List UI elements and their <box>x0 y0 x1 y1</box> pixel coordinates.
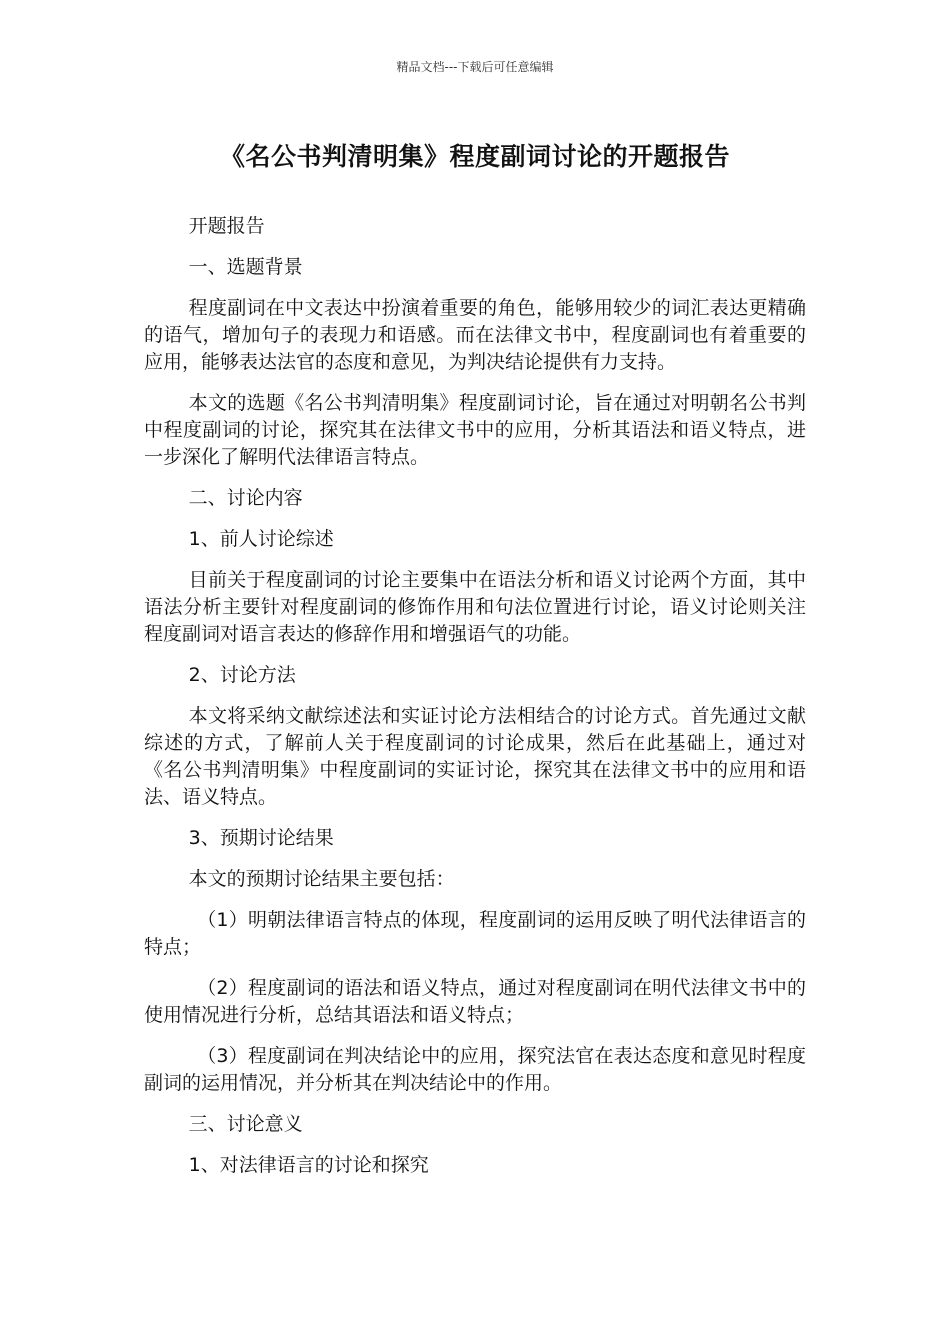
section-heading: 开题报告 <box>188 215 265 237</box>
list-item: （3）程度副词在判决结论中的应用，探究法官在表达态度和意见时程度副词的运用情况，并分析其在判决结论中的作用。 <box>144 1045 806 1094</box>
subsection-heading: 1、前人讨论综述 <box>188 528 334 550</box>
body-paragraph: 本文的选题《名公书判清明集》程度副词讨论，旨在通过对明朝名公书判中程度副词的讨论，探究其在法律文书中的应用，分析其语法和语义特点，进一步深化了解明代法律语言特点。 <box>144 392 806 468</box>
section-heading: 一、选题背景 <box>188 256 303 278</box>
body-paragraph: 本文将采纳文献综述法和实证讨论方法相结合的讨论方式。首先通过文献综述的方式，了解前人关于程度副词的讨论成果，然后在此基础上，通过对《名公书判清明集》中程度副词的实证讨论，探究其在法律文书中的应用和语法、语义特点。 <box>144 705 806 808</box>
body-paragraph: 程度副词在中文表达中扮演着重要的角色，能够用较少的词汇表达更精确的语气，增加句子的表现力和语感。而在法律文书中，程度副词也有着重要的应用，能够表达法官的态度和意见，为判决结论提供有力支持。 <box>144 297 806 373</box>
section-heading: 三、讨论意义 <box>188 1113 303 1135</box>
document-title: 《名公书判清明集》程度副词讨论的开题报告 <box>219 142 730 171</box>
subsection-heading: 2、讨论方法 <box>188 664 296 686</box>
subsection-heading: 3、预期讨论结果 <box>188 827 334 849</box>
document-body <box>144 213 806 1193</box>
body-paragraph: 本文的预期讨论结果主要包括： <box>188 868 455 890</box>
page-header: 精品文档---下载后可任意编辑 <box>396 60 554 74</box>
body-paragraph: 目前关于程度副词的讨论主要集中在语法分析和语义讨论两个方面，其中语法分析主要针对程度副词的修饰作用和句法位置进行讨论，语义讨论则关注程度副词对语言表达的修辞作用和增强语气的功能。 <box>144 569 806 645</box>
list-item: （1）明朝法律语言特点的体现，程度副词的运用反映了明代法律语言的特点； <box>144 909 806 958</box>
subsection-heading: 1、对法律语言的讨论和探究 <box>188 1154 429 1176</box>
list-item: （2）程度副词的语法和语义特点，通过对程度副词在明代法律文书中的使用情况进行分析，总结其语法和语义特点； <box>144 977 806 1026</box>
section-heading: 二、讨论内容 <box>188 487 303 509</box>
